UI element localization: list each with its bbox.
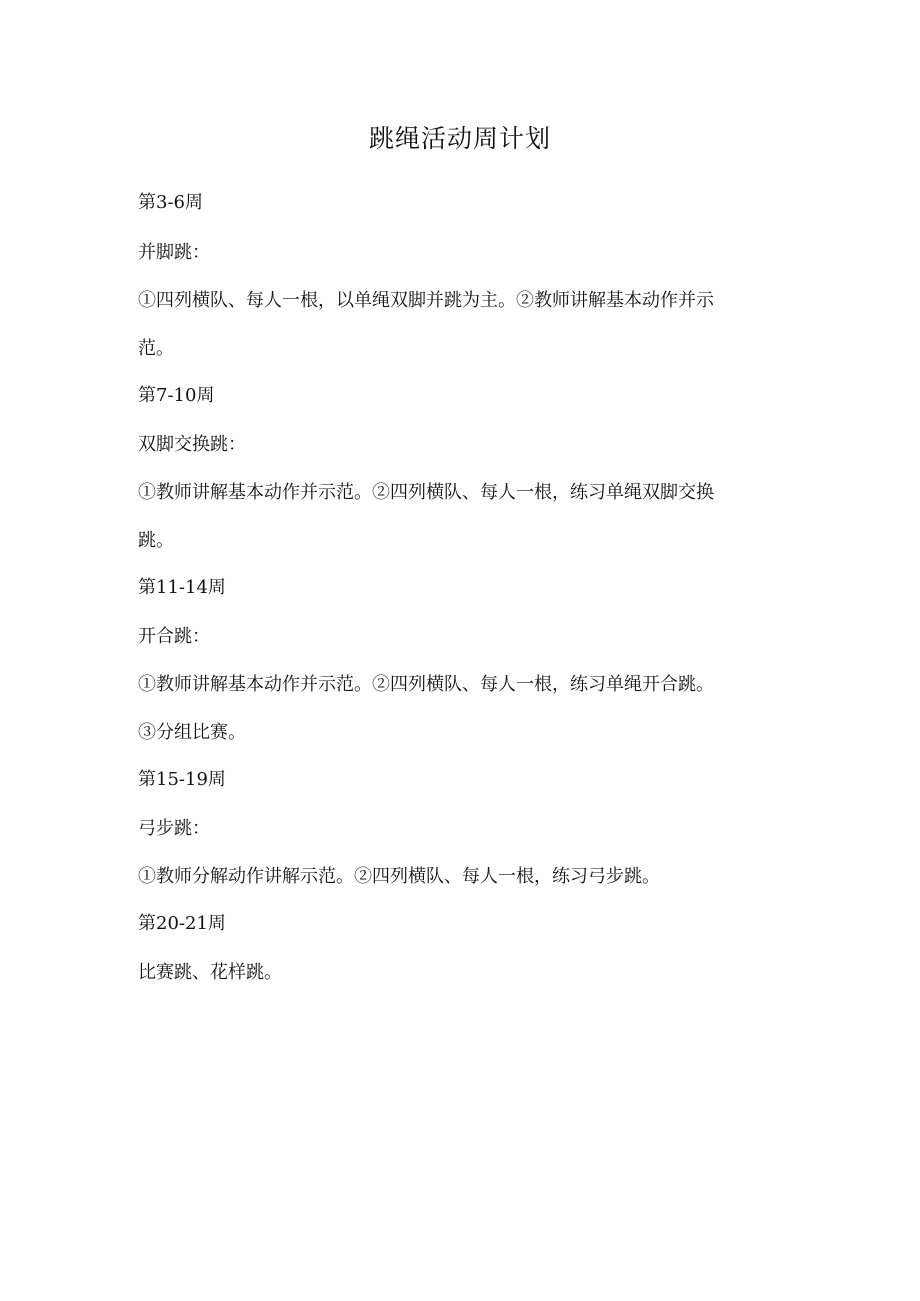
skill-heading: 比赛跳、花样跳。 — [138, 962, 282, 983]
week-heading: 第20-21周 — [138, 913, 226, 934]
skill-heading: 弓步跳： — [138, 818, 210, 839]
instruction-line: 范。 — [138, 338, 174, 359]
week-heading: 第7-10周 — [138, 385, 215, 406]
instruction-line: ①教师讲解基本动作并示范。②四列横队、每人一根，练习单绳双脚交换 — [138, 482, 714, 503]
instruction-line: ①四列横队、每人一根，以单绳双脚并跳为主。②教师讲解基本动作并示 — [138, 290, 714, 311]
week-heading: 第11-14周 — [138, 577, 226, 598]
instruction-line: ③分组比赛。 — [138, 722, 246, 743]
skill-heading: 开合跳： — [138, 626, 210, 647]
week-heading: 第3-6周 — [138, 192, 203, 213]
instruction-line: ①教师分解动作讲解示范。②四列横队、每人一根，练习弓步跳。 — [138, 866, 660, 887]
instruction-line: 跳。 — [138, 530, 174, 551]
document-title: 跳绳活动周计划 — [368, 124, 551, 153]
skill-heading: 并脚跳： — [138, 242, 210, 263]
week-heading: 第15-19周 — [138, 769, 226, 790]
skill-heading: 双脚交换跳： — [138, 434, 246, 455]
instruction-line: ①教师讲解基本动作并示范。②四列横队、每人一根，练习单绳开合跳。 — [138, 674, 714, 695]
